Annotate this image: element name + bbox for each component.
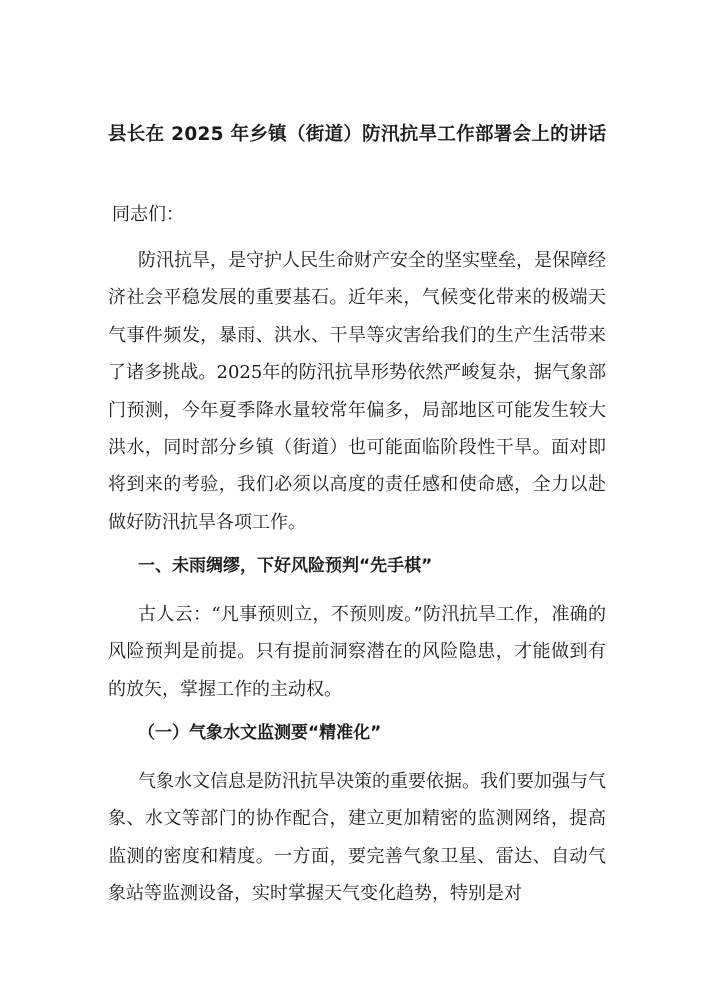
document-title: 县长在 2025 年乡镇（街道）防汛抗旱工作部署会上的讲话 <box>108 124 607 145</box>
salutation: 同志们： <box>112 204 184 225</box>
subsection-heading-1: （一）气象水文监测要“精准化” <box>138 723 382 743</box>
body-paragraph-1: 防汛抗旱，是守护人民生命财产安全的坚实壁垒，是保障经济社会平稳发展的重要基石。近年来，气候变化带来的极端天气事件频发，暴雨、洪水、干旱等灾害给我们的生产生活带来了诸多挑战。2025年的防汛抗旱形势依然严峻复杂，据气象部门预测，今年夏季降水量较常年偏多，局部地区可能发生较大洪水，同时部分乡镇（街道）也可能面临阶段性干旱。面对即将到来的考验，我们必须以高度的责任感和使命感，全力以赴做好防汛抗旱各项工作。 <box>108 250 606 533</box>
body-paragraph-2: 古人云：“凡事预则立，不预则废。”防汛抗旱工作，准确的风险预判是前提。只有提前洞察潜在的风险隐患，才能做到有的放矢，掌握工作的主动权。 <box>108 604 606 700</box>
section-heading-1: 一、未雨绸缪，下好风险预判“先手棋” <box>138 556 433 576</box>
body-paragraph-3: 气象水文信息是防汛抗旱决策的重要依据。我们要加强与气象、水文等部门的协作配合，建立更加精密的监测网络，提高监测的密度和精度。一方面，要完善气象卫星、雷达、自动气象站等监测设备，实时掌握天气变化趋势，特别是对 <box>108 771 606 905</box>
